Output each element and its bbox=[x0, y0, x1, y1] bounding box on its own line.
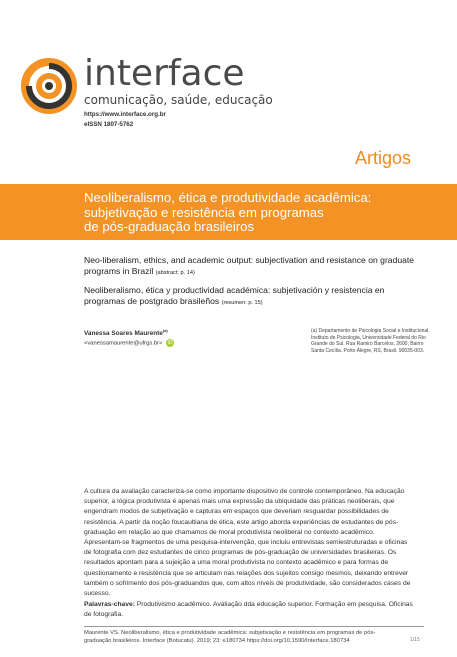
spanish-title: Neoliberalismo, ética y productividad académica: subjetivación y resistencia en programas de postgrado brasileños (resumen: p. 15) bbox=[84, 285, 385, 306]
abstract-page-ref: (abstract: p. 14) bbox=[155, 270, 195, 276]
journal-url[interactable]: https://www.interface.org.br bbox=[84, 111, 166, 118]
article-title: Neoliberalismo, ética e produtividade acadêmica: subjetivação e resistência em programas de pós-graduação brasileiros bbox=[84, 190, 372, 235]
journal-tagline: comunicação, saúde, educação bbox=[84, 93, 273, 107]
keywords: Palavras-chave: Produtivismo acadêmico. Avaliação dda educação superior. Formação em pesquisa. Oficinas de fotografia. bbox=[84, 601, 413, 619]
footer-divider bbox=[84, 626, 424, 627]
abstract-text: A cultura da avaliação caracteriza-se como importante dispositivo de controle contemporâneo. Na educação superior, a lógica produtivista é apenas mais uma expressão da ubiquidade das práticas neoliberais, que engendram modos de subjetivação e capturas em espaços que deveriam resguardar possibilidades de resistência. A partir da noção foucaultiana de ética, este artigo aborda experiências de estudantes de pós-graduação em relação ao que chamamos de moral produtivista neoliberal no contexto acadêmico. Apresentam-se fragmentos de uma pesquisa-intervenção, que incluiu entrevistas semiestruturadas e oficinas de fotografia com dez estudantes de cinco programas de pós-graduação de universidades brasileiras. Os resultados apontam para a sujeição a uma moral produtivista no contexto acadêmico e para formas de questionamento e resistência que se articulam nas relações dos sujeitos consigo mesmos, deixando entrever também o sofrimento dos pós-graduandos que, com altos níveis de produtividade, são considerados cases de sucesso. bbox=[84, 488, 411, 598]
journal-brand: interface bbox=[84, 53, 245, 94]
author-name: Vanessa Soares Maurente$^{(a)}$ bbox=[84, 328, 168, 338]
orcid-icon[interactable]: iD bbox=[167, 340, 173, 346]
page-number: 1/15 bbox=[410, 637, 420, 643]
section-label: Artigos bbox=[354, 148, 411, 168]
resumen-page-ref: (resumen: p. 15) bbox=[221, 300, 263, 306]
author-email[interactable]: <vanessamaurente@ufrgs.br> iD bbox=[84, 340, 173, 347]
english-title: Neo-liberalism, ethics, and academic output: subjectivation and resistance on graduate programs in Brazil (abstract: p. 14) bbox=[84, 255, 415, 276]
footer-citation: Maurente VS. Neoliberalismo, ética e produtividade acadêmica: subjetivação e resistência em programas de pós-graduação brasileiros. Interface (Botucatu). 2019; 23: e180734 https://doi.org/10.1590/Interface.180734 bbox=[84, 630, 376, 644]
journal-eissn: eISSN 1807-5762 bbox=[84, 121, 134, 128]
spiral-logo-icon bbox=[18, 58, 80, 114]
author-affiliation: (a) Departamento de Psicologia Social e Institucional, Instituto de Psicologia, Universidade Federal do Rio Grande do Sul. Rua Ramiro Barcelos, 2600, Bairro Santa Cecília. Porto Alegre, RS, Brasil. 90035-003. bbox=[311, 328, 430, 354]
